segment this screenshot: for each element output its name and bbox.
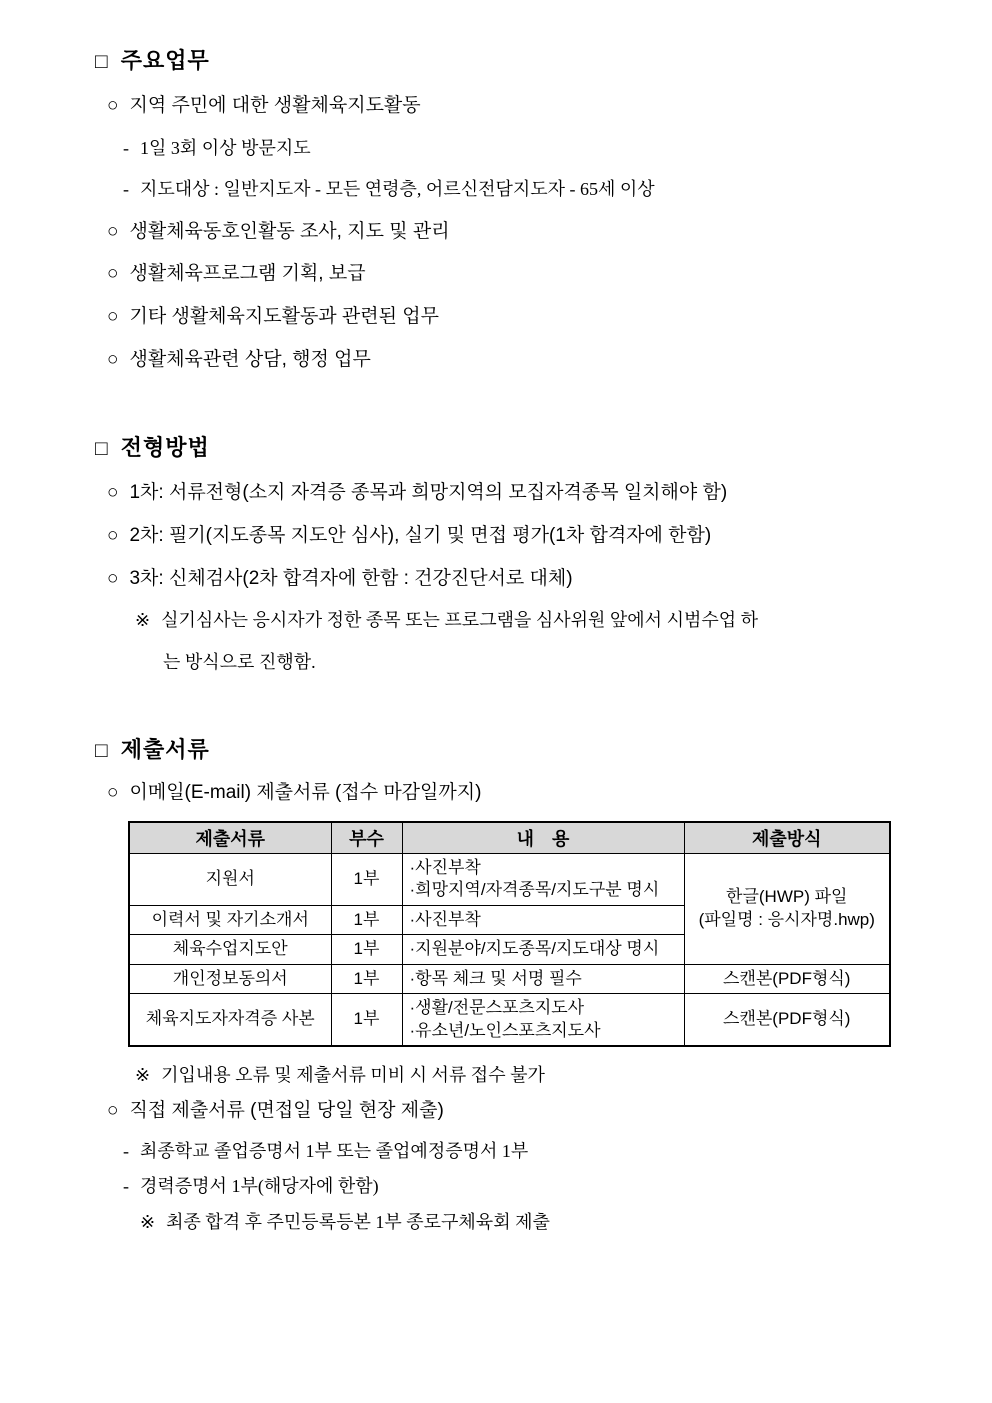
list-item-text: 직접 제출서류 (면접일 당일 현장 제출)	[129, 1100, 444, 1122]
method-line: (파일명 : 응시자명.hwp)	[698, 909, 875, 929]
list-item	[107, 261, 942, 287]
circle-bullet-icon: ○	[107, 95, 119, 117]
section-title-text: 주요업무	[120, 48, 210, 73]
content-line: ·사진부착	[409, 857, 481, 877]
sub-list-item	[123, 1174, 942, 1198]
section-title-duties	[95, 46, 942, 76]
table-row	[129, 994, 890, 1046]
list-item-text: 생활체육동호인활동 조사, 지도 및 관리	[129, 220, 450, 242]
list-item-text: 기타 생활체육지도활동과 관련된 업무	[129, 305, 439, 327]
note-line	[140, 1210, 942, 1234]
circle-bullet-icon: ○	[107, 305, 119, 327]
content-line: ·사진부착	[409, 909, 481, 929]
circle-bullet-icon: ○	[107, 220, 119, 242]
list-item	[107, 304, 942, 330]
email-documents-table	[128, 821, 891, 1047]
table-header-cell: 제출방식	[684, 822, 890, 854]
list-item	[107, 566, 942, 592]
table-cell-content	[402, 935, 684, 964]
list-item	[107, 480, 942, 506]
content-line: ·희망지역/자격종목/지도구분 명시	[409, 880, 660, 900]
dash-bullet: -	[123, 1140, 129, 1161]
table-cell-copies: 1부	[331, 853, 402, 905]
note-text: 실기심사는 응시자가 정한 종목 또는 프로그램을 심사위원 앞에서 시범수업 하	[161, 610, 759, 631]
dash-bullet: -	[123, 137, 129, 158]
list-item-text: 2차: 필기(지도종목 지도안 심사), 실기 및 면접 평가(1차 합격자에 한함)	[129, 525, 712, 547]
table-cell-content	[402, 905, 684, 934]
table-cell-document: 개인정보동의서	[129, 964, 331, 993]
table-header-row	[129, 822, 890, 854]
table-cell-document: 체육지도자자격증 사본	[129, 994, 331, 1046]
table-cell-document: 지원서	[129, 853, 331, 905]
list-item	[107, 780, 942, 806]
section-title-selection	[95, 433, 942, 463]
sub-list-item-text: 지도대상 : 일반지도자 - 모든 연령층, 어르신전담지도자 - 65세 이상	[140, 179, 655, 200]
table-cell-content	[402, 853, 684, 905]
circle-bullet-icon: ○	[107, 263, 119, 285]
table-header-cell: 내 용	[402, 822, 684, 854]
circle-bullet-icon: ○	[107, 782, 119, 804]
list-item-text: 생활체육프로그램 기획, 보급	[129, 263, 366, 285]
circle-bullet-icon: ○	[107, 567, 119, 589]
table-header-cell: 부수	[331, 822, 402, 854]
content-line: ·지원분야/지도종목/지도대상 명시	[409, 939, 660, 959]
table-cell-method: 스캔본(PDF형식)	[684, 994, 890, 1046]
content-line: ·유소년/노인스포츠지도사	[409, 1020, 601, 1040]
table-cell-document: 체육수업지도안	[129, 935, 331, 964]
note-line	[135, 1063, 942, 1087]
square-bullet-icon: □	[95, 437, 109, 461]
circle-bullet-icon: ○	[107, 348, 119, 370]
list-item-text: 3차: 신체검사(2차 합격자에 한함 : 건강진단서로 대체)	[129, 567, 573, 589]
table-cell-method: 스캔본(PDF형식)	[684, 964, 890, 993]
dash-bullet: -	[123, 179, 129, 200]
sub-list-item	[123, 177, 942, 201]
table-cell-copies: 1부	[331, 964, 402, 993]
list-item-text: 지역 주민에 대한 생활체육지도활동	[129, 95, 421, 117]
list-item	[107, 523, 942, 549]
list-item	[107, 93, 942, 119]
table-cell-content	[402, 994, 684, 1046]
method-line: 한글(HWP) 파일	[726, 887, 848, 907]
section-title-text: 제출서류	[120, 737, 210, 762]
table-cell-copies: 1부	[331, 994, 402, 1046]
reference-mark-icon: ※	[135, 1065, 151, 1086]
table-cell-copies: 1부	[331, 905, 402, 934]
table-cell-document: 이력서 및 자기소개서	[129, 905, 331, 934]
note-text: 기입내용 오류 및 제출서류 미비 시 서류 접수 불가	[161, 1065, 545, 1086]
list-item-text: 생활체육관련 상담, 행정 업무	[129, 348, 371, 370]
list-item-text: 이메일(E-mail) 제출서류 (접수 마감일까지)	[129, 782, 482, 804]
note-line	[135, 608, 942, 632]
reference-mark-icon: ※	[135, 610, 151, 631]
circle-bullet-icon: ○	[107, 1100, 119, 1122]
table-cell-content	[402, 964, 684, 993]
reference-mark-icon: ※	[140, 1211, 156, 1232]
note-text: 는 방식으로 진행함.	[163, 651, 316, 672]
section-title-text: 전형방법	[120, 435, 210, 461]
list-item	[107, 1098, 942, 1124]
list-item	[107, 219, 942, 245]
section-title-documents	[95, 735, 942, 765]
circle-bullet-icon: ○	[107, 482, 119, 504]
sub-list-item	[123, 1139, 942, 1163]
circle-bullet-icon: ○	[107, 525, 119, 547]
content-line: ·항목 체크 및 서명 필수	[409, 968, 582, 988]
table-row	[129, 964, 890, 993]
list-item-text: 1차: 서류전형(소지 자격증 종목과 희망지역의 모집자격종목 일치해야 함)	[129, 482, 728, 504]
square-bullet-icon: □	[95, 739, 109, 762]
note-text: 최종 합격 후 주민등록등본 1부 종로구체육회 제출	[166, 1211, 550, 1232]
table-cell-copies: 1부	[331, 935, 402, 964]
note-line-continuation	[163, 650, 942, 674]
table-row	[129, 853, 890, 905]
table-header-cell: 제출서류	[129, 822, 331, 854]
dash-bullet: -	[123, 1176, 129, 1197]
sub-list-item-text: 최종학교 졸업증명서 1부 또는 졸업예정증명서 1부	[140, 1140, 529, 1161]
list-item	[107, 347, 942, 373]
sub-list-item-text: 1일 3회 이상 방문지도	[140, 137, 311, 158]
sub-list-item	[123, 136, 942, 160]
table-cell-method-merged	[684, 853, 890, 964]
sub-list-item-text: 경력증명서 1부(해당자에 한함)	[140, 1176, 379, 1197]
square-bullet-icon: □	[95, 50, 109, 73]
content-line: ·생활/전문스포츠지도사	[409, 998, 585, 1018]
